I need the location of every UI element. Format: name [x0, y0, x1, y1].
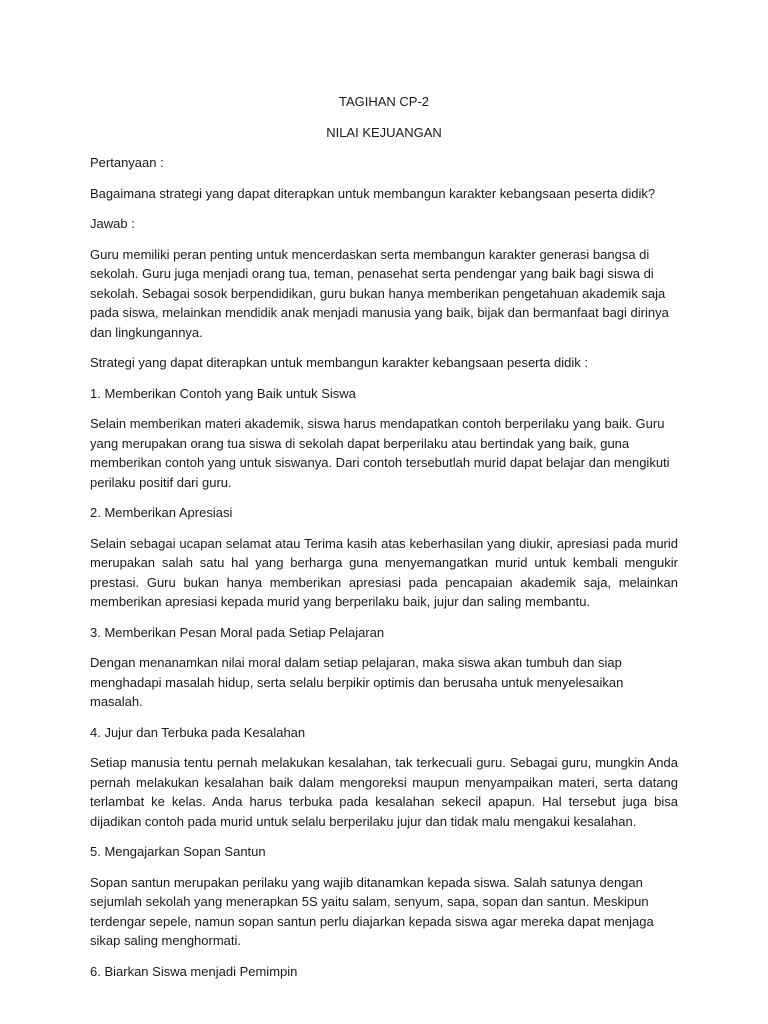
section-heading-5: 5. Mengajarkan Sopan Santun: [90, 844, 266, 859]
document-subtitle: NILAI KEJUANGAN: [326, 124, 442, 140]
document-title: TAGIHAN CP-2: [338, 94, 430, 109]
section-heading-3: 3. Memberikan Pesan Moral pada Setiap Pelajaran: [90, 624, 385, 640]
section-body-4: Setiap manusia tentu pernah melakukan kesalahan, tak terkecuali guru. Sebagai guru, mungkin Anda pernah melakukan kesalahan baik dalam mengoreksi maupun menyampaikan materi, serta datang terlambat ke kelas. Anda harus terbuka pada kesalahan sekecil apapun. Hal tersebut juga bisa dijadikan contoh pada murid untuk selalu berperilaku jujur dan tidak malu mengakui kesalahan.: [90, 755, 678, 829]
section-heading-1: 1. Memberikan Contoh yang Baik untuk Siswa: [90, 385, 356, 401]
section-body-3: Dengan menanamkan nilai moral dalam setiap pelajaran, maka siswa akan tumbuh dan siap menghadapi masalah hidup, serta selalu berpikir optimis dan berusaha untuk menyelesaikan masalah.: [90, 655, 624, 709]
intro-paragraph: Guru memiliki peran penting untuk mencerdaskan serta membangun karakter generasi bangsa di sekolah. Guru juga menjadi orang tua, teman, penasehat serta pendengar yang baik bagi siswa di sekolah. Sebagai sosok berpendidikan, guru bukan hanya memberikan pengetahuan akademik saja pada siswa, melainkan mendidik anak menjadi manusia yang baik, bijak dan bermanfaat bagi dirinya dan lingkungannya.: [90, 246, 669, 340]
section-body-2: Selain sebagai ucapan selamat atau Terima kasih atas keberhasilan yang diukir, apresiasi pada murid merupakan salah satu hal yang berharga guna menyemangatkan murid untuk kembali mengukir prestasi. Guru bukan hanya memberikan apresiasi pada pencapaian akademik saja, melainkan memberikan apresiasi kepada murid yang berperilaku baik, jujur dan saling membantu.: [90, 535, 678, 609]
question-label: Pertanyaan :: [90, 155, 164, 170]
section-body-5: Sopan santun merupakan perilaku yang wajib ditanamkan kepada siswa. Salah satunya dengan sejumlah sekolah yang menerapkan 5S yaitu salam, senyum, sapa, sopan dan santun. Meskipun terdengar sepele, namun sopan santun perlu diajarkan kepada siswa agar mereka dapat menjaga sikap saling menghormati.: [90, 874, 654, 948]
section-heading-4: 4. Jujur dan Terbuka pada Kesalahan: [90, 724, 306, 740]
section-heading-6: 6. Biarkan Siswa menjadi Pemimpin: [90, 963, 298, 979]
section-body-1: Selain memberikan materi akademik, siswa harus mendapatkan contoh berperilaku yang baik. Guru yang merupakan orang tua siswa di sekolah dapat berperilaku atau bertindak yang baik, guna memberikan contoh yang untuk siswanya. Dari contoh tersebutlah murid dapat belajar dan mengikuti perilaku positif dari guru.: [90, 416, 670, 490]
answer-label: Jawab :: [90, 216, 135, 231]
document-page: [90, 92, 678, 992]
strategy-intro: Strategi yang dapat diterapkan untuk membangun karakter kebangsaan peserta didik :: [90, 355, 588, 370]
section-heading-2: 2. Memberikan Apresiasi: [90, 505, 233, 520]
question-text: Bagaimana strategi yang dapat diterapkan untuk membangun karakter kebangsaan peserta didik?: [90, 185, 656, 201]
